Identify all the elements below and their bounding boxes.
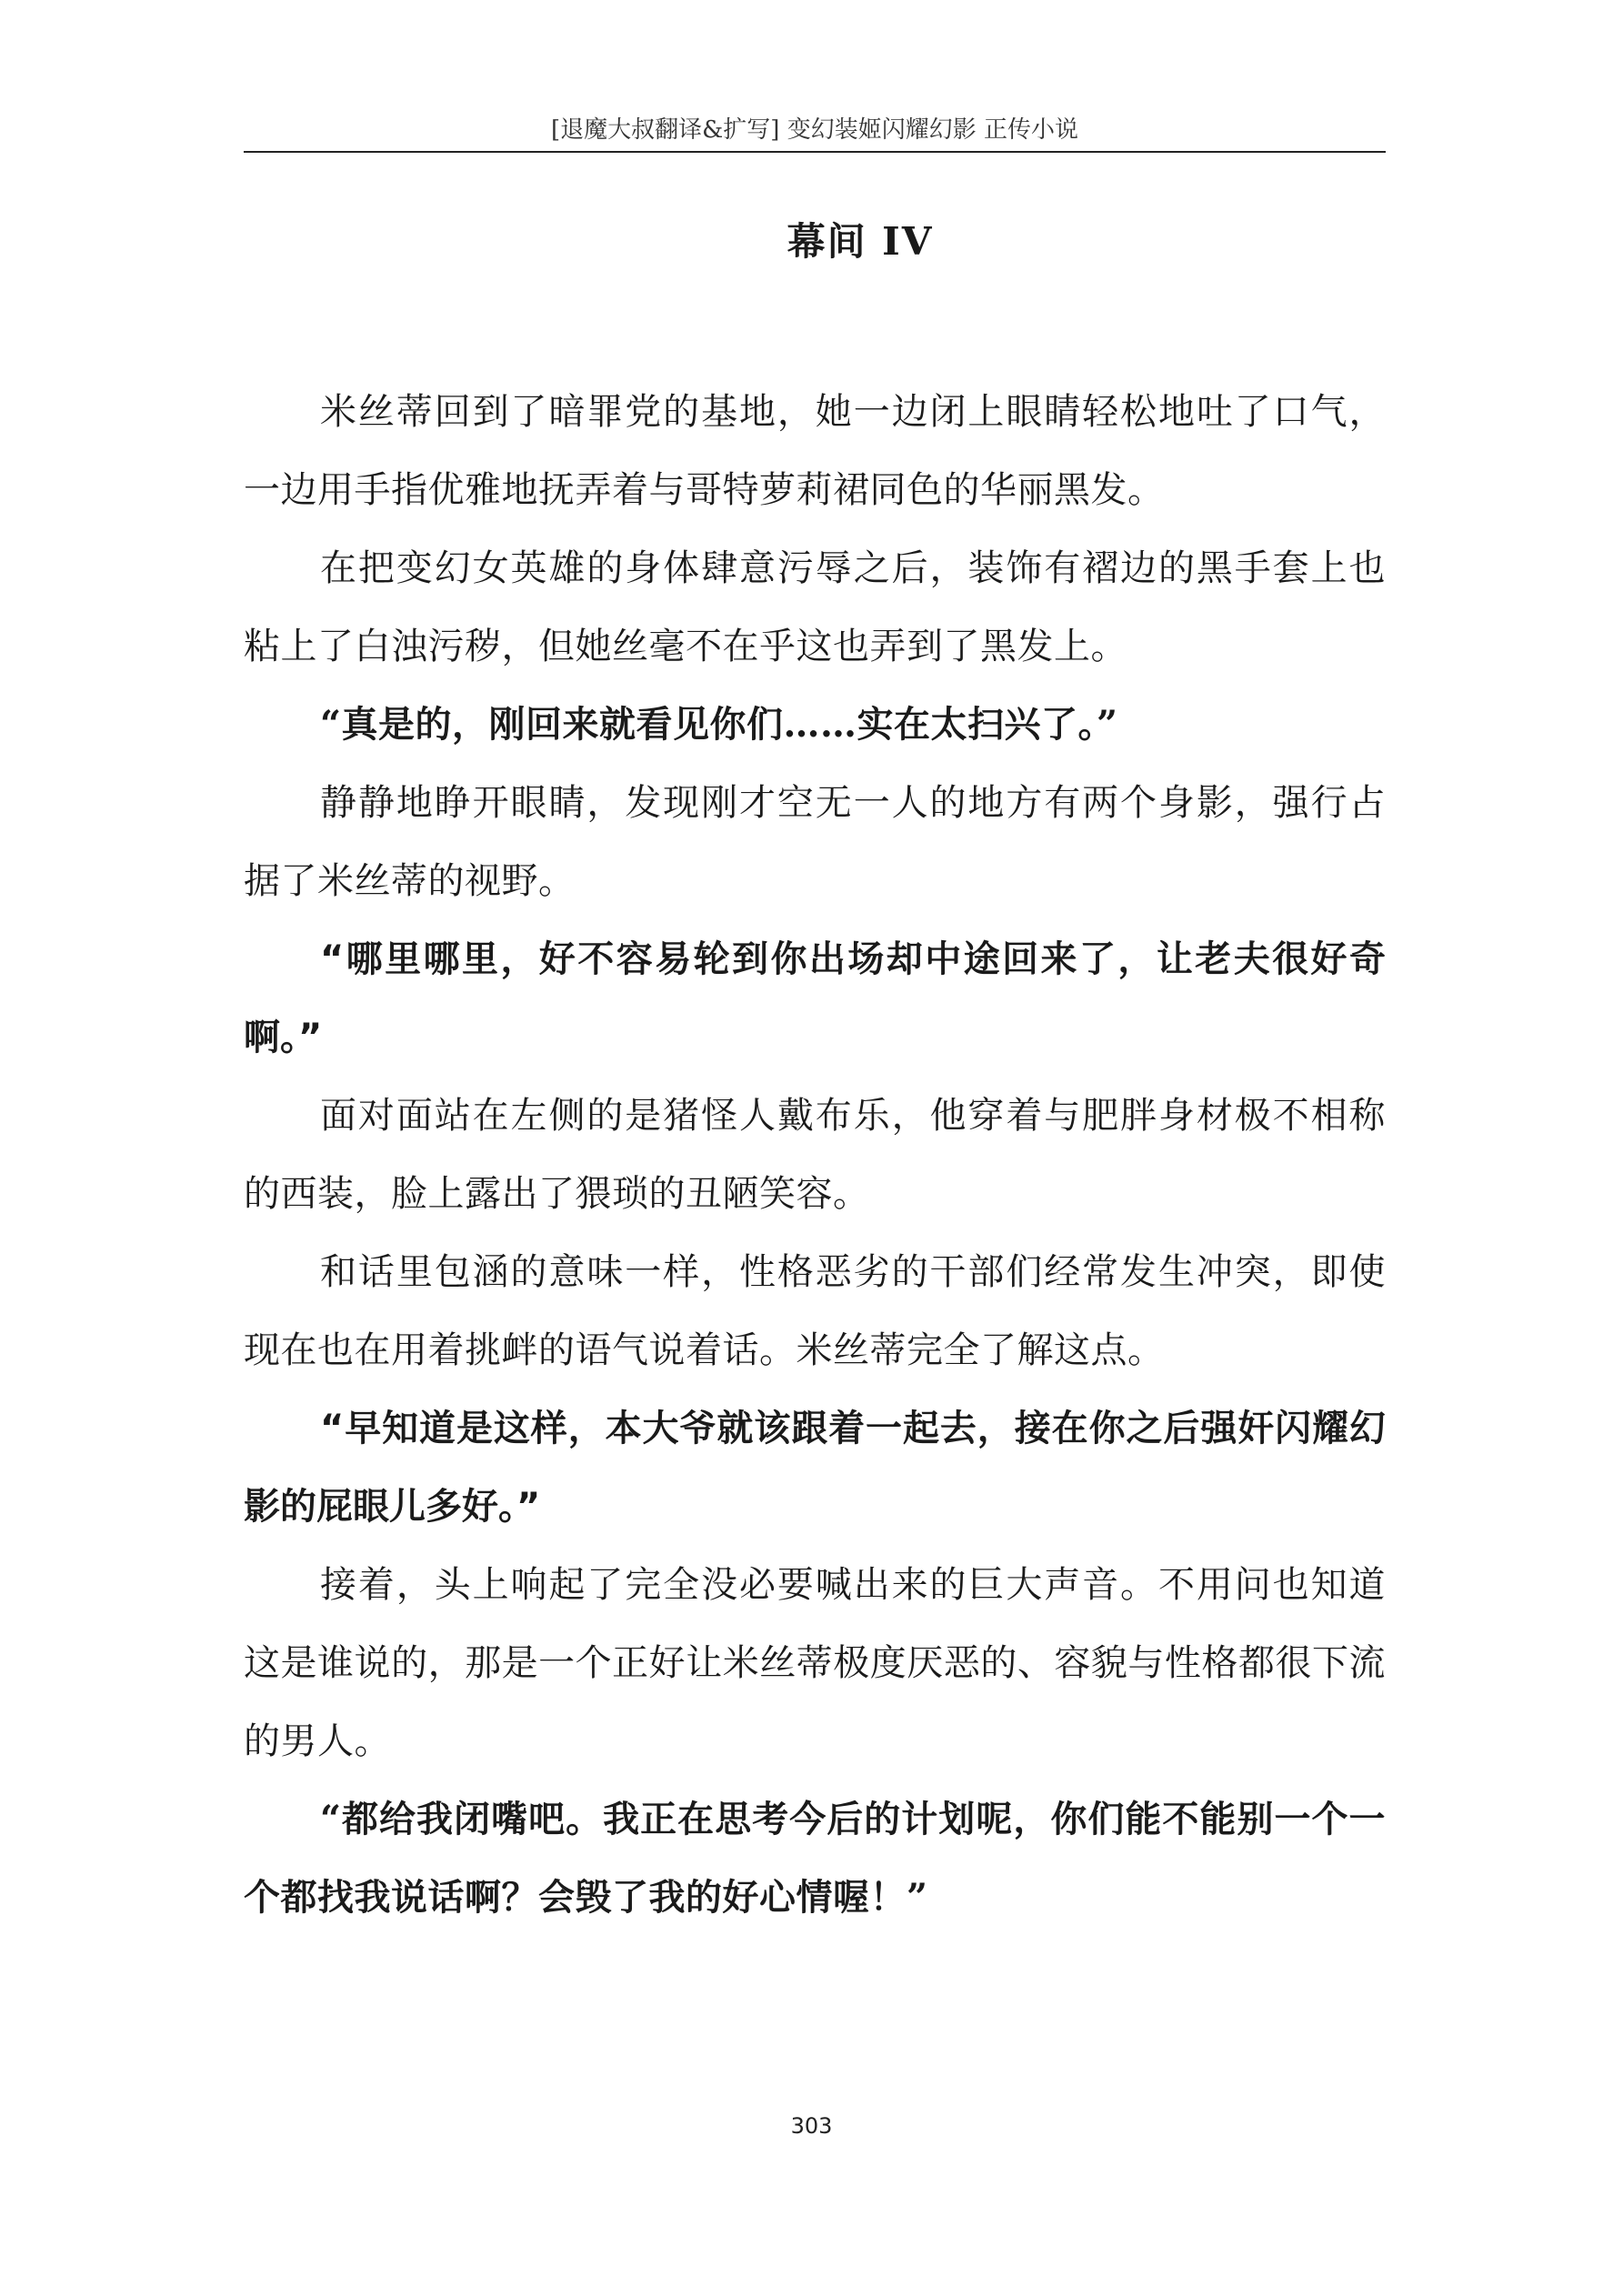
page-number: 303 [790,2113,833,2139]
body-text [244,373,1386,1937]
dialogue-paragraph: “哪里哪里，好不容易轮到你出场却中途回来了，让老夫很好奇啊。” [244,938,1386,1058]
dialogue-paragraph: “真是的，刚回来就看见你们……实在太扫兴了。” [320,703,1118,746]
paragraph: 在把变幻女英雄的身体肆意污辱之后，装饰有褶边的黑手套上也粘上了白浊污秽，但她丝毫不在乎这也弄到了黑发上。 [244,547,1386,667]
running-header: [退魔大叔翻译&扩写] 变幻装姬闪耀幻影 正传小说 [551,116,1078,144]
header-divider [244,151,1386,153]
paragraph: 面对面站在左侧的是猪怪人戴布乐，他穿着与肥胖身材极不相称的西装，脸上露出了猥琐的丑陋笑容。 [244,1095,1386,1215]
dialogue-paragraph: “早知道是这样，本大爷就该跟着一起去，接在你之后强奸闪耀幻影的屁眼儿多好。” [244,1408,1386,1528]
chapter-title: 幕间 IV [786,219,934,264]
paragraph: 米丝蒂回到了暗罪党的基地，她一边闭上眼睛轻松地吐了口气，一边用手指优雅地抚弄着与哥特萝莉裙同色的华丽黑发。 [244,391,1386,511]
dialogue-paragraph: “都给我闭嘴吧。我正在思考今后的计划呢，你们能不能别一个一个都找我说话啊？会毁了我的好心情喔！” [244,1798,1386,1919]
paragraph: 和话里包涵的意味一样，性格恶劣的干部们经常发生冲突，即使现在也在用着挑衅的语气说着话。米丝蒂完全了解这点。 [244,1251,1386,1371]
paragraph: 接着，头上响起了完全没必要喊出来的巨大声音。不用问也知道这是谁说的，那是一个正好让米丝蒂极度厌恶的、容貌与性格都很下流的男人。 [244,1564,1386,1762]
paragraph: 静静地睁开眼睛，发现刚才空无一人的地方有两个身影，强行占据了米丝蒂的视野。 [244,782,1386,902]
